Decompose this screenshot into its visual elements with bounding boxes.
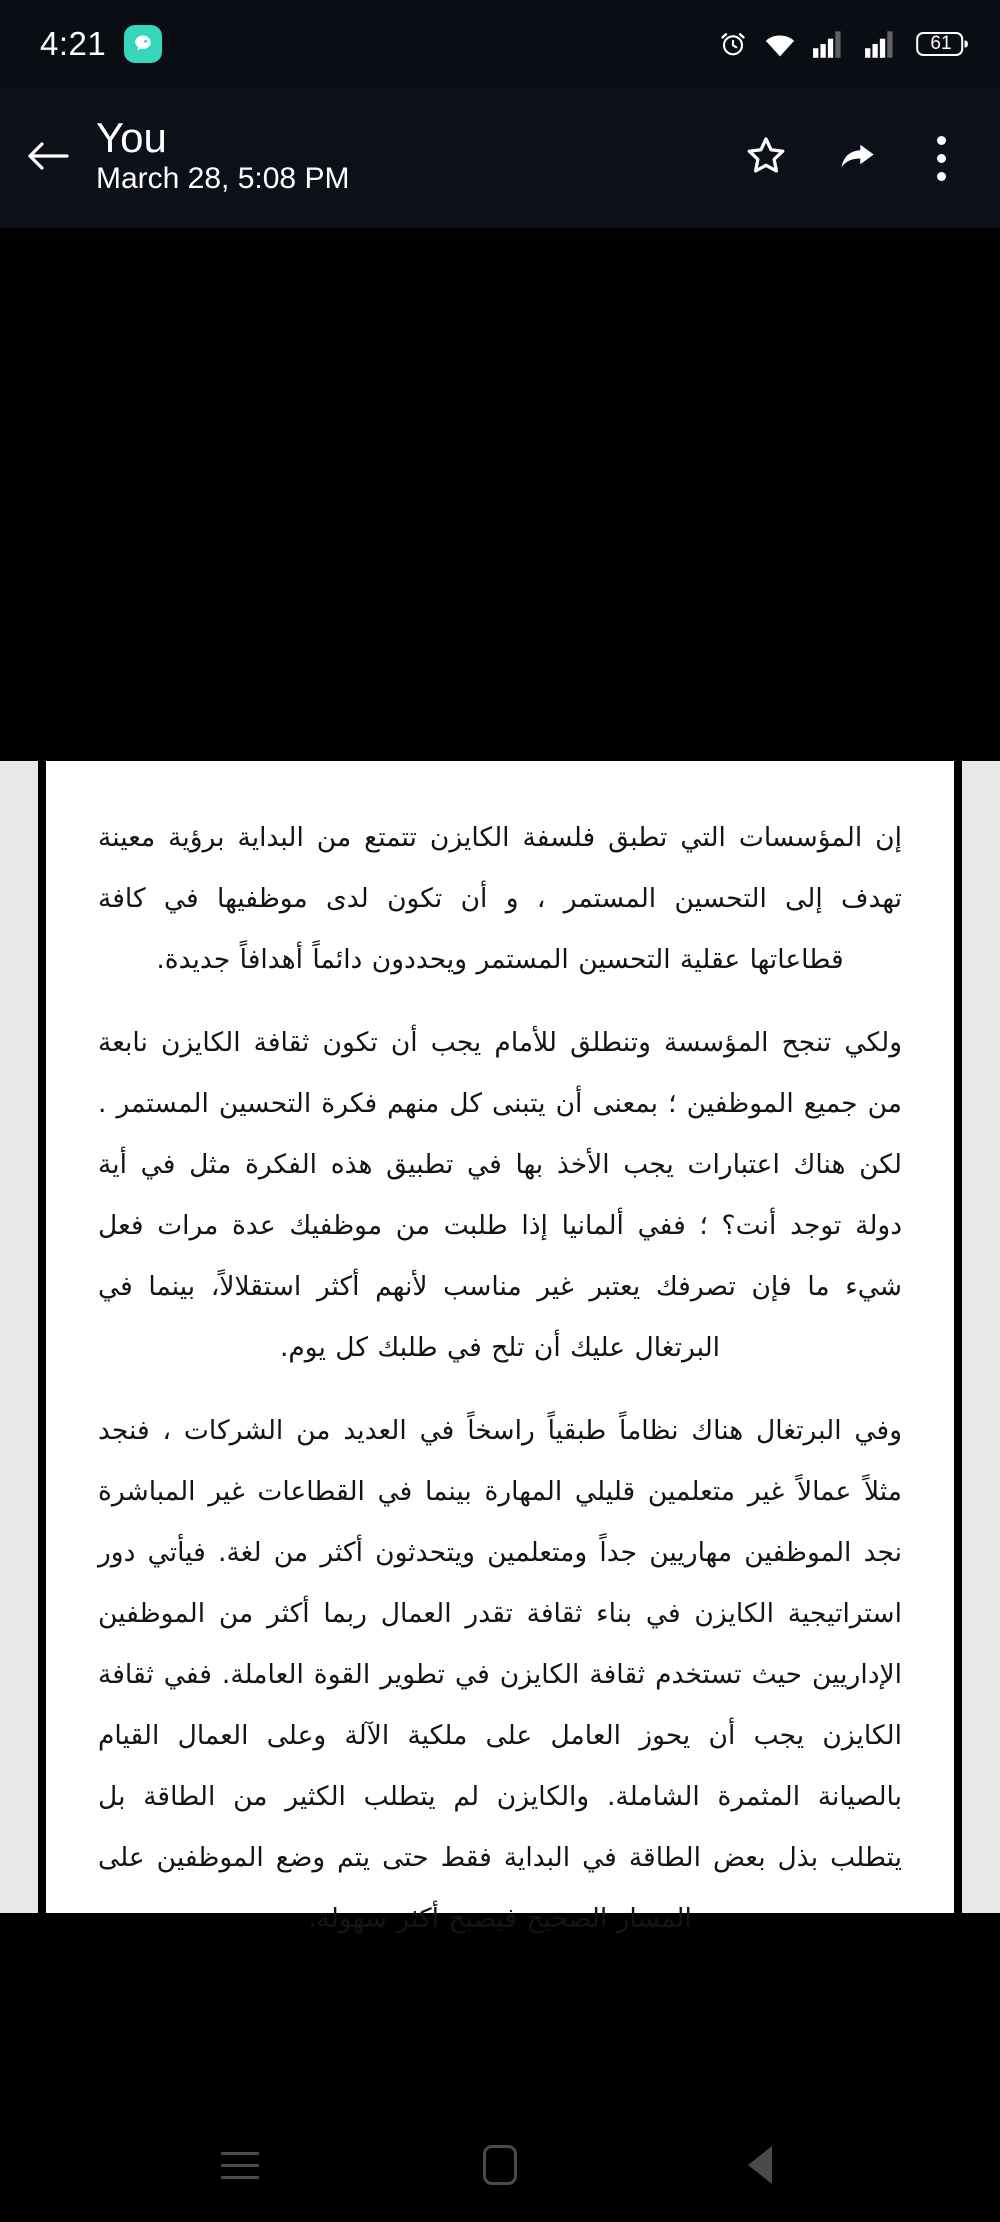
wifi-icon bbox=[764, 29, 796, 59]
signal-bars-icon bbox=[812, 30, 848, 58]
battery-level-label: 61 bbox=[930, 32, 952, 54]
page-title: You bbox=[96, 114, 167, 162]
status-bar bbox=[0, 0, 1000, 88]
back-nav-button[interactable] bbox=[700, 2108, 820, 2222]
app-bar-actions bbox=[720, 88, 1000, 228]
home-icon bbox=[483, 2145, 517, 2185]
star-icon bbox=[743, 133, 789, 184]
document-text-body bbox=[46, 761, 954, 1989]
recents-icon bbox=[221, 2152, 259, 2179]
home-button[interactable] bbox=[440, 2108, 560, 2222]
recents-button[interactable] bbox=[180, 2108, 300, 2222]
forward-icon bbox=[834, 133, 882, 184]
status-bar-clock: 4:21 bbox=[40, 25, 107, 62]
signal-bars-2-icon bbox=[864, 30, 900, 58]
more-vertical-icon bbox=[937, 136, 946, 181]
document-viewport[interactable] bbox=[0, 228, 1000, 2108]
back-button[interactable] bbox=[0, 88, 96, 228]
more-options-button[interactable] bbox=[904, 88, 978, 228]
battery-icon bbox=[916, 29, 970, 59]
document-page[interactable] bbox=[46, 761, 954, 1934]
chat-bubble-icon bbox=[124, 25, 162, 63]
back-icon bbox=[748, 2146, 772, 2184]
next-page-edge[interactable] bbox=[962, 761, 1000, 1913]
arrow-left-icon bbox=[26, 138, 70, 179]
forward-button[interactable] bbox=[812, 88, 904, 228]
paragraph: وفي البرتغال هناك نظاماً طبقياً راسخاً في العديد من الشركات ، فنجد مثلاً عمالاً غير متعلمين قليلي المهارة بينما في القطاعات غير المباشرة نجد الموظفين مهاريين جداً ومتعلمين ويتحدثون أكثر من لغة. فيأتي دور استراتيجية الكايزن في بناء ثقافة تقدر العمال ربما أكثر من الموظفين الإداريين حيث تستخدم ثقافة الكايزن في تطوير القوة العاملة. ففي ثقافة الكايزن يجب أن يحوز العامل على ملكية الآلة وعلى العمال القيام بالصيانة المثمرة الشاملة. والكايزن لم يتطلب الكثير من الطاقة بل يتطلب بذل بعض الطاقة في البداية فقط حتى يتم وضع الموظفين على المسار الصحيح فيصبح أكثر سهولة. bbox=[98, 1415, 902, 1934]
system-navigation-bar bbox=[0, 2108, 1000, 2222]
paragraph: إن المؤسسات التي تطبق فلسفة الكايزن تتمتع من البداية برؤية معينة تهدف إلى التحسين المستمر ، و أن تكون لدى موظفيها في كافة قطاعاتها عقلية التحسين المستمر ويحددون دائماً أهدافاً جديدة. bbox=[98, 822, 902, 975]
status-bar-right bbox=[718, 29, 970, 59]
status-bar-left bbox=[40, 25, 162, 63]
paragraph: ولكي تنجح المؤسسة وتنطلق للأمام يجب أن تكون ثقافة الكايزن نابعة من جميع الموظفين ؛ بمعنى أن يتبنى كل منهم فكرة التحسين المستمر . لكن هناك اعتبارات يجب الأخذ بها في تطبيق هذه الفكرة مثل في أية دولة توجد أنت؟ ؛ ففي ألمانيا إذا طلبت من موظفيك عدة مرات فعل شيء ما فإن تصرفك يعتبر غير مناسب لأنهم أكثر استقلالاً، بينما في البرتغال عليك أن تلح في طلبك كل يوم. bbox=[98, 1027, 902, 1363]
app-bar-titles bbox=[96, 115, 720, 201]
app-bar bbox=[0, 88, 1000, 228]
previous-page-edge[interactable] bbox=[0, 761, 38, 1913]
message-timestamp: March 28, 5:08 PM bbox=[96, 162, 350, 196]
alarm-icon bbox=[718, 29, 748, 59]
star-button[interactable] bbox=[720, 88, 812, 228]
